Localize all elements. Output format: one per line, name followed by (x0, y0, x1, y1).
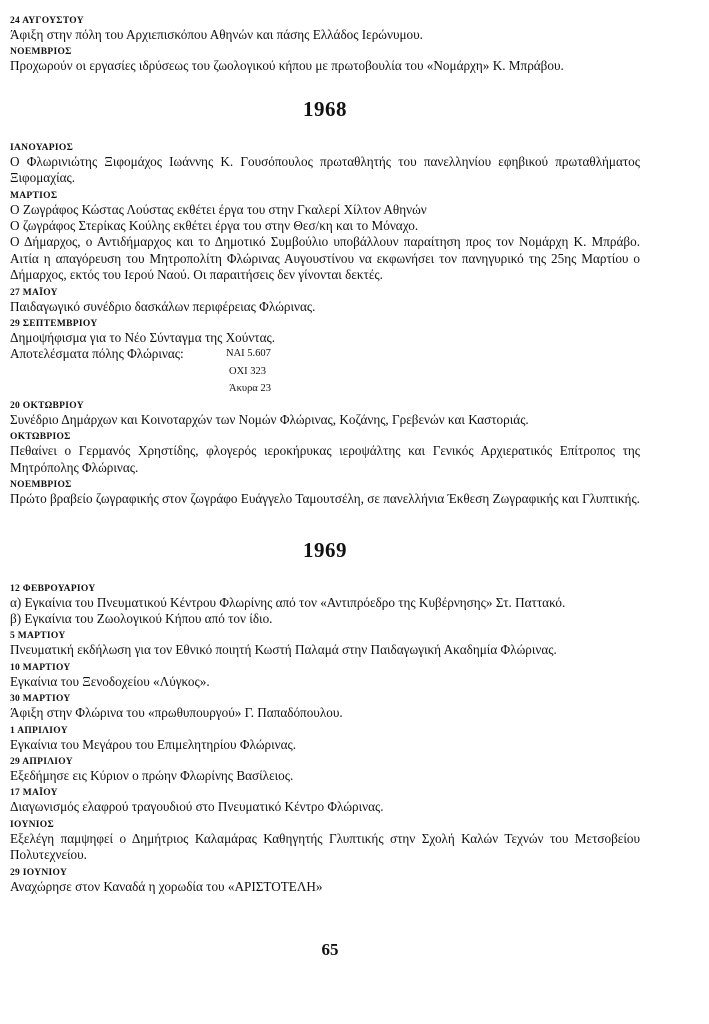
year-heading-1969: 1969 (303, 537, 347, 562)
entry-date: 30 ΜΑΡΤΙΟΥ (10, 694, 71, 705)
entry-date: ΟΚΤΩΒΡΙΟΣ (10, 432, 71, 443)
results-yes: ΝΑΙ 5.607 (226, 348, 271, 360)
entry-text: Διαγωνισμός ελαφρού τραγουδιού στο Πνευματικό Κέντρο Φλώρινας. (10, 799, 384, 815)
entry-text: Παιδαγωγικό συνέδριο δασκάλων περιφέρειας Φλώρινας. (10, 298, 316, 314)
entry-text: Προχωρούν οι εργασίες ιδρύσεως του ζωολογικού κήπου με πρωτοβουλία του «Νομάρχη» Κ. Μπράβου. (10, 58, 564, 74)
page-number: 65 (321, 940, 339, 959)
entry-text: Εγκαίνια του Ξενοδοχείου «Λύγκος». (10, 673, 210, 689)
entry-text: Άφιξη στην πόλη του Αρχιεπισκόπου Αθηνών και πάσης Ελλάδος Ιερώνυμου. (10, 27, 423, 42)
entries-1969 (10, 583, 640, 895)
entries-1968-cont (10, 400, 640, 508)
entry-date: 10 ΜΑΡΤΙΟΥ (10, 662, 71, 673)
entry-date: ΙΟΥΝΙΟΣ (10, 819, 54, 830)
entry-date: 17 ΜΑΪΟΥ (10, 788, 58, 799)
entry-text: Πεθαίνει ο Γερμανός Χρηστίδης, φλογερός ιεροκήρυκας ιεροψάλτης και Γενικός Αρχιερατικός Επίτροπος της Μητρόπολης Φλώρινας. (10, 443, 640, 475)
entry-text: Πνευματική εκδήλωση για τον Εθνικό ποιητή Κωστή Παλαμά στην Παιδαγωγική Ακαδημία Φλώρινας. (10, 642, 557, 658)
entry-date: 12 ΦΕΒΡΟΥΑΡΙΟΥ (10, 583, 96, 594)
entry-date: ΝΟΕΜΒΡΙΟΣ (10, 480, 72, 491)
entry-date: 29 ΙΟΥΝΙΟΥ (10, 867, 68, 878)
entry-date: 29 ΣΕΠΤΕΜΒΡΙΟΥ (10, 319, 98, 330)
entry-date: 1 ΑΠΡΙΛΙΟΥ (10, 725, 68, 736)
entry-text: Ο ζωγράφος Στερίκας Κούλης εκθέτει έργα του στην Θεσ/κη και το Μόναχο. (10, 218, 419, 234)
entry-text: Εξεδήμησε εις Κύριον ο πρώην Φλωρίνης Βασίλειος. (10, 767, 294, 783)
entry-date: 27 ΜΑΪΟΥ (10, 287, 58, 298)
entries-1968 (10, 142, 640, 347)
entry-date: 29 ΑΠΡΙΛΙΟΥ (10, 756, 73, 767)
results-label: Αποτελέσματα πόλης Φλώρινας: (10, 346, 184, 362)
entry-text: Ο Φλωρινιώτης Ξιφομάχος Ιωάννης Κ. Γουσόπουλος πρωταθλητής του πανελληνίου εφηβικού πρωταθλήματος Ξιφομαχίας. (10, 153, 640, 186)
entry-text: Ο Δήμαρχος, ο Αντιδήμαρχος και το Δημοτικό Συμβούλιο υποβάλλουν παραίτηση προς τον Νομάρχη Κ. Μπράβο. Αιτία η απαγόρευση του Μητροπολίτη Φλώρινας Αυγουστίνου να εκφωνήσει τον πανηγυρικό της 25ης Μαρτίου ο Δήμαρχος, εκτός του Ιερού Ναού. Οι παραιτήσεις δεν γίνονται δεκτές. (10, 234, 640, 283)
entry-date: ΙΑΝΟΥΑΡΙΟΣ (10, 142, 74, 153)
entry-text: Συνέδριο Δημάρχων και Κοινοταρχών των Νομών Φλώρινας, Κοζάνης, Γρεβενών και Καστοριάς. (10, 411, 529, 427)
year-heading-1968: 1968 (303, 96, 347, 121)
entry-text: Δημοψήφισμα για το Νέο Σύνταγμα της Χούντας. (10, 330, 275, 346)
entry-text: β) Εγκαίνια του Ζωολογικού Κήπου από τον ίδιο. (10, 610, 273, 626)
entry-date: 24 ΑΥΓΟΥΣΤΟΥ (10, 16, 84, 26)
entry-date: 5 ΜΑΡΤΙΟΥ (10, 631, 66, 642)
entry-date: 20 ΟΚΤΩΒΡΙΟΥ (10, 400, 84, 411)
entry-text: Άφιξη στην Φλώρινα του «πρωθυπουργού» Γ. Παπαδόπουλου. (10, 705, 343, 721)
entry-text: α) Εγκαίνια του Πνευματικού Κέντρου Φλωρίνης από τον «Αντιπρόεδρο της Κυβέρνησης» Στ. Παττακό. (10, 594, 566, 610)
document-page (10, 12, 640, 895)
referendum-results (10, 346, 640, 396)
entry-text: Αναχώρησε στον Καναδά η χορωδία του «ΑΡΙΣΤΟΤΕΛΗ» (10, 878, 323, 894)
entries-top (10, 15, 640, 75)
entry-text: Εξελέγη παμψηφεί ο Δημήτριος Καλαμάρας Καθηγητής Γλυπτικής στην Σχολή Καλών Τεχνών του Μετσοβείου Πολυτεχνείου. (10, 830, 640, 863)
results-no: ΟΧΙ 323 (229, 365, 267, 377)
results-invalid: Άκυρα 23 (229, 382, 271, 394)
entry-text: Εγκαίνια του Μεγάρου του Επιμελητηρίου Φλώρινας. (10, 736, 297, 752)
entry-text: Ο Ζωγράφος Κώστας Λούστας εκθέτει έργα του στην Γκαλερί Χίλτον Αθηνών (10, 201, 427, 217)
entry-date: ΜΑΡΤΙΟΣ (10, 190, 58, 201)
entry-text: Πρώτο βραβείο ζωγραφικής στον ζωγράφο Ευάγγελο Ταμουτσέλη, σε πανελλήνια Έκθεση Ζωγραφικής και Γλυπτικής. (10, 491, 640, 507)
entry-date: ΝΟΕΜΒΡΙΟΣ (10, 47, 72, 58)
